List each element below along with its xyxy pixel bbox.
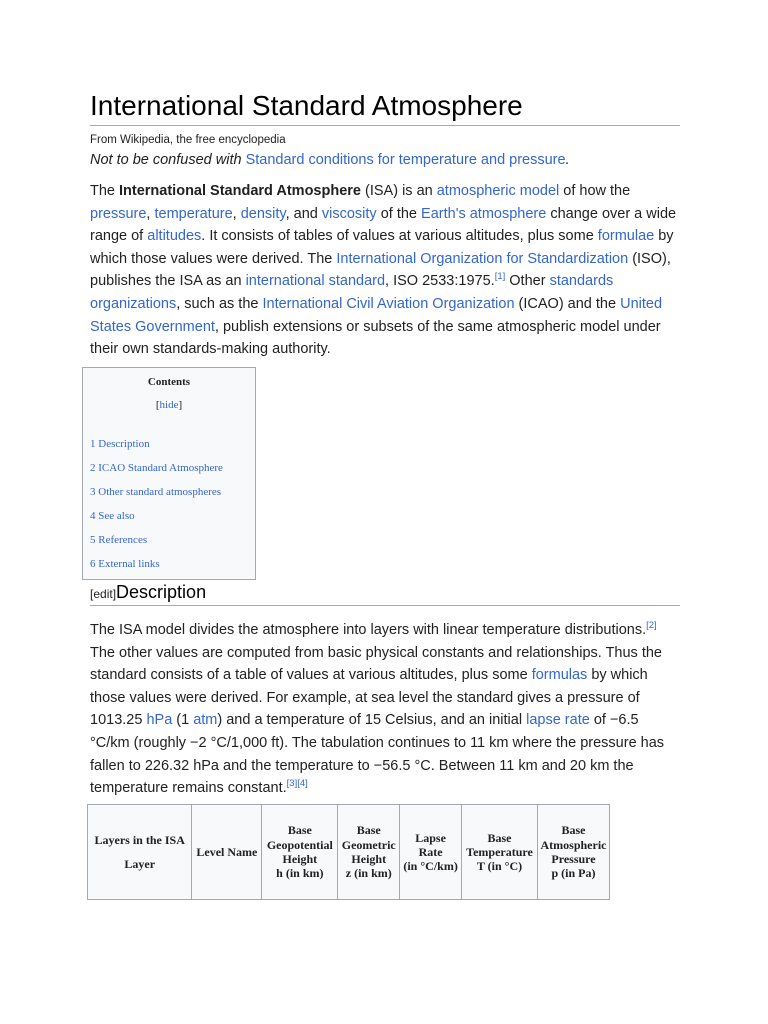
hatnote-prefix: Not to be confused with xyxy=(90,152,246,168)
intro-text: , ISO 2533:1975. xyxy=(385,273,495,290)
toc-bracket: [ xyxy=(155,399,160,411)
intro-text: of how the xyxy=(559,183,631,199)
toc-item-see-also[interactable]: 4 See also xyxy=(90,510,135,522)
intro-text: change over a wide range of xyxy=(90,205,677,245)
col-lapse-unit: (in °C/km) xyxy=(403,859,458,874)
formulae-link[interactable]: formulae xyxy=(597,228,655,245)
reference-3-4-link[interactable]: [3][4] xyxy=(286,778,308,790)
description-paragraph xyxy=(90,619,680,800)
intro-text: by which those values were derived. The xyxy=(90,228,674,267)
desc-text: The ISA model divides the atmosphere into layers with linear temperature distributions. xyxy=(90,622,647,638)
toc-item-description[interactable]: 1 Description xyxy=(90,438,150,450)
intro-bold-term: International Standard Atmosphere xyxy=(119,183,361,199)
col-geometric-height xyxy=(338,805,400,900)
intro-text: , such as the xyxy=(176,295,263,312)
toc-item-references[interactable]: 5 References xyxy=(90,534,148,546)
col-base-temperature xyxy=(462,805,538,900)
intro-text: , and xyxy=(285,205,322,222)
density-link[interactable]: density xyxy=(240,205,286,222)
hpa-link[interactable]: hPa xyxy=(146,712,173,729)
reference-2-link[interactable]: [2] xyxy=(646,620,657,632)
intro-text: (ISA) is an xyxy=(360,183,437,199)
lapse-rate-link[interactable]: lapse rate xyxy=(526,712,590,729)
col-pressure-unit: p (in Pa) xyxy=(551,866,596,881)
table-caption: Layers in the ISA xyxy=(94,832,185,847)
edit-section-link[interactable]: edit xyxy=(93,587,113,601)
col-level-name xyxy=(192,805,262,900)
toc-item-icao-standard-atmosphere[interactable]: 2 ICAO Standard Atmosphere xyxy=(90,462,223,474)
pressure-link[interactable]: pressure xyxy=(90,205,147,222)
col-geometric-unit: z (in km) xyxy=(345,866,392,881)
table-header-row xyxy=(88,805,610,900)
page-title: International Standard Atmosphere xyxy=(90,88,680,126)
col-geopotential-height xyxy=(262,805,338,900)
edit-bracket: [ xyxy=(90,587,94,601)
atmospheric-model-link[interactable]: atmospheric model xyxy=(436,183,560,199)
intro-text: of the xyxy=(376,205,422,222)
standard-conditions-link[interactable]: Standard conditions for temperature and pressure xyxy=(245,152,566,168)
altitudes-link[interactable]: altitudes xyxy=(147,228,202,245)
intro-text: Other xyxy=(505,273,550,290)
col-geometric-label: Base Geometric Height xyxy=(341,823,396,866)
toc-hide-toggle xyxy=(83,399,255,411)
toc-item-other-standard-atmospheres[interactable]: 3 Other standard atmospheres xyxy=(90,486,222,498)
toc-bracket: ] xyxy=(178,399,183,411)
desc-text: of −6.5 °C/km (roughly −2 °C/1,000 ft). The tabulation continues to 11 km where the pressure has fallen to 226.32 hPa and the temperature to −56.5 °C. Between 11 km and 20 km the temperature remains constant. xyxy=(90,712,665,797)
icao-link[interactable]: International Civil Aviation Organization xyxy=(262,295,515,312)
atm-link[interactable]: atm xyxy=(193,712,218,729)
col-lapse-rate xyxy=(400,805,462,900)
col-base-pressure xyxy=(538,805,610,900)
edit-bracket: ] xyxy=(112,587,117,601)
hatnote-suffix: . xyxy=(565,152,570,168)
col-pressure-label: Base Atmospheric Pressure xyxy=(540,823,607,866)
col-layer-label: Layer xyxy=(124,857,156,871)
hatnote xyxy=(90,152,570,168)
viscosity-link[interactable]: viscosity xyxy=(321,205,377,222)
from-wikipedia-line: From Wikipedia, the free encyclopedia xyxy=(90,134,286,146)
toc-hide-link[interactable]: hide xyxy=(159,399,179,411)
iso-link[interactable]: International Organization for Standardization xyxy=(336,250,629,267)
intro-text: , xyxy=(146,205,155,222)
reference-1-link[interactable]: [1] xyxy=(494,271,506,283)
col-geopotential-unit: h (in km) xyxy=(276,866,324,881)
col-lapse-label: Lapse Rate xyxy=(415,830,446,859)
description-heading xyxy=(90,582,680,606)
col-layer xyxy=(88,805,192,900)
desc-text: The other values are computed from basic physical constants and relationships. Thus the standard consists of a table of values at various altitudes, plus some xyxy=(90,644,662,684)
united-states-government-link[interactable]: United States Government xyxy=(90,295,663,335)
col-temperature-label: Base Temperature xyxy=(466,830,533,859)
desc-text: by which those values were derived. For example, at sea level the standard gives a pressure of 1013.25 xyxy=(90,667,648,729)
intro-text: . It consists of tables of values at various altitudes, plus some xyxy=(201,228,598,245)
toc-title: Contents xyxy=(147,376,191,388)
temperature-link[interactable]: temperature xyxy=(154,205,233,222)
intro-paragraph xyxy=(90,180,680,361)
intro-text: The xyxy=(90,183,120,199)
col-temperature-unit: T (in °C) xyxy=(476,859,523,874)
isa-layers-table xyxy=(87,804,610,900)
earths-atmosphere-link[interactable]: Earth's atmosphere xyxy=(421,205,547,222)
intro-text: (ISO), publishes the ISA as an xyxy=(90,250,671,290)
toc-item-external-links[interactable]: 6 External links xyxy=(90,558,160,570)
col-level-name-label: Level Name xyxy=(196,844,258,859)
section-title: Description xyxy=(116,582,207,602)
intro-text: (ICAO) and the xyxy=(514,295,621,312)
intro-text: , publish extensions or subsets of the same atmospheric model under their own standards-making authority. xyxy=(90,318,661,358)
desc-text: (1 xyxy=(172,712,194,729)
desc-text: ) and a temperature of 15 Celsius, and an initial xyxy=(217,712,527,729)
international-standard-link[interactable]: international standard xyxy=(245,273,386,290)
standards-organizations-link[interactable]: standards organizations xyxy=(90,273,614,312)
col-geopotential-label: Base Geopotential Height xyxy=(266,823,333,866)
formulas-link[interactable]: formulas xyxy=(531,667,588,684)
intro-text: , xyxy=(232,205,241,222)
table-of-contents xyxy=(82,367,256,580)
